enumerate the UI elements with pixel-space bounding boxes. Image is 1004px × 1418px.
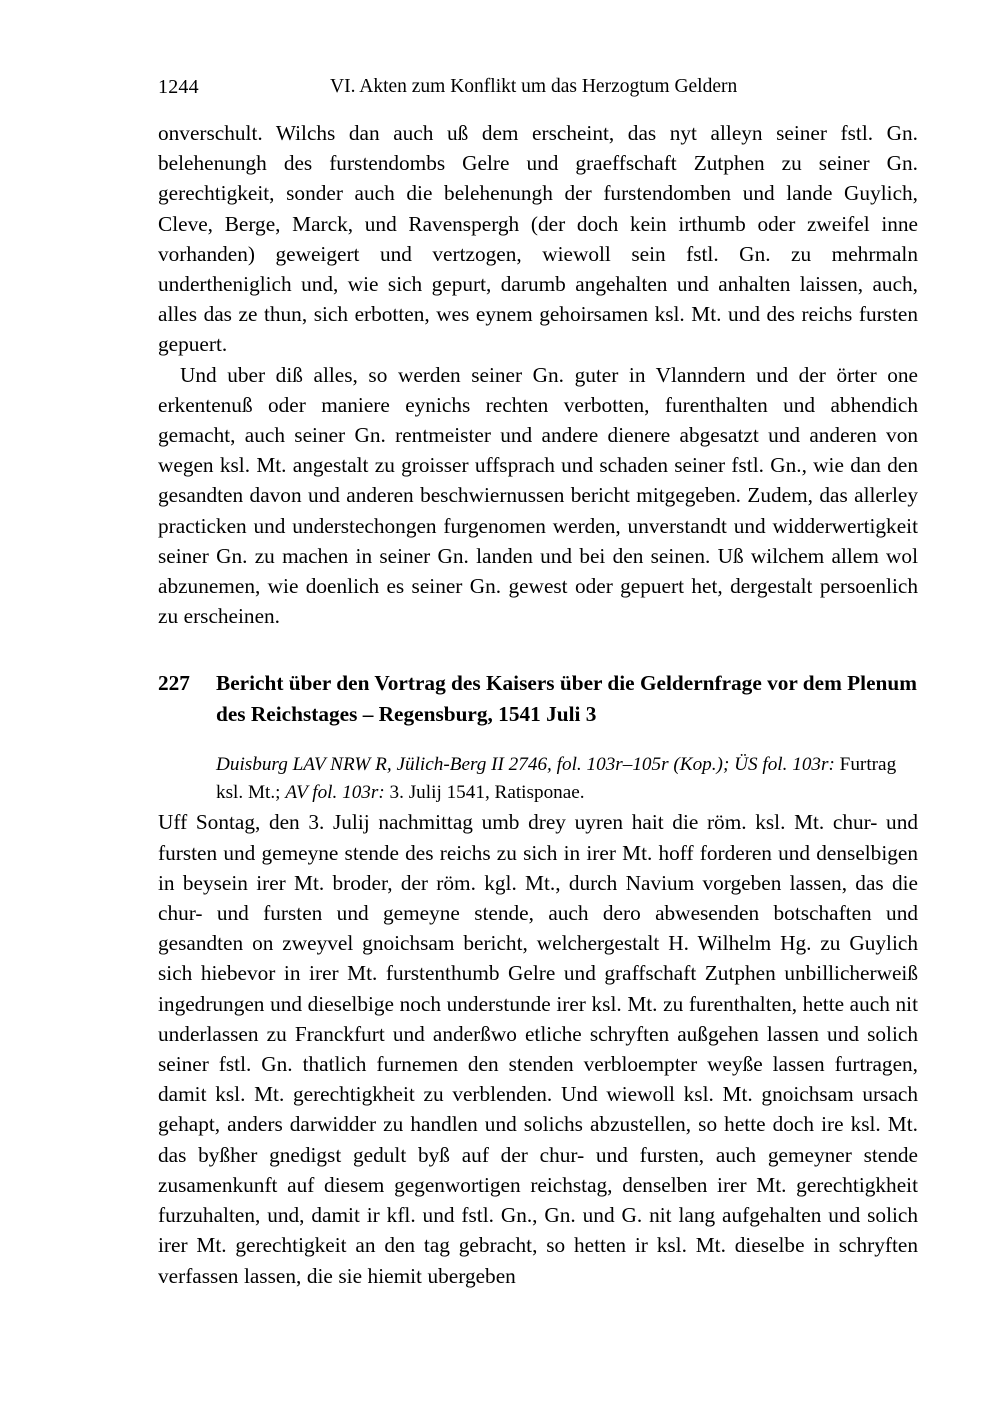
document-body-text: Uff Sontag, den 3. Julij nachmittag umb drey uyren hait die röm. ksl. Mt. chur- und fursten und gemeyne stende des reichs zu sich in irer Mt. hoff forderen und denselbigen in beysein irer Mt. broder, der röm. kgl. Mt., durch Navium vorgeben lassen, das die chur- und fursten und gemeyne stende, auch dero abwesenden botschaften und gesandten on zweyvel gnoichsam bericht, welchergestalt H. Wilhelm Hg. zu Guylich sich hiebevor in irer Mt. furstenthumb Gelre und graffschaft Zutphen unbillicherweiß ingedrungen und dieselbige noch understunde irer ksl. Mt. zu furenthalten, hette auch nit underlassen zu Franckfurt und anderßwo etliche schryften außgehen lassen und solich seiner fstl. Gn. thatlich furnemen den stenden verbloempter weyße lassen furtragen, damit ksl. Mt. gerechtigkheit zu verblenden. Und wiewoll ksl. Mt. gnoichsam ursach gehapt, anders darwidder zu handlen und solichs abzustellen, so hette doch ire ksl. Mt. das byßher gnedigst gedult byß auf der chur- und fursten, auch gemeyner stende zusamenkunft auf diesem gegenwortigen reichstag, denselben irer Mt. gerechtigkheit furzuhalten, und, damit ir kfl. und fstl. Gn., Gn. und G. nit lang aufgehalten und solich irer Mt. gerechtigkeit an den tag gebracht, so hetten ir ksl. Mt. dieselbe in schryften verfassen lassen, die sie hiemit ubergeben: [158, 810, 918, 1288]
document-number: 227: [158, 671, 190, 696]
running-title: VI. Akten zum Konflikt um das Herzogtum Geldern: [330, 76, 738, 97]
document-source-note: [216, 751, 918, 807]
source-plain-2: 3. Julij 1541, Ratisponae.: [384, 782, 585, 804]
paragraph-continuation: onverschult. Wilchs dan auch uß dem erscheint, das nyt alleyn seiner fstl. Gn. belehenungh des furstendombs Gelre und graeffschaft Zutphen zu seiner Gn. gerechtigkeit, sonder auch die belehenungh der furstendomben und lande Guylich, Cleve, Berge, Marck, und Ravenspergh (der doch kein irthumb oder zweifel inne vorhanden) geweigert und vertzogen, wiewoll sein fstl. Gn. zu mehrmaln undertheniglich und, wie sich gepurt, darumb angehalten und anhalten laissen, auch, alles das ze thun, sich erbotten, wes eynem gehoirsamen ksl. Mt. und des reichs fursten gepuert.: [158, 121, 918, 357]
document-title: Bericht über den Vortrag des Kaisers über die Geldernfrage vor dem Plenum des Reichstages – Regensburg, 1541 Juli 3: [216, 671, 917, 726]
paragraph-2: Und uber diß alles, so werden seiner Gn. guter in Vlanndern und der örter one erkentenuß oder maniere eynichs rechten verbotten, furenthalten und abhendich gemacht, auch seiner Gn. rentmeister und andere dienere abgesatzt und anderen von wegen ksl. Mt. angestalt zu groisser uffsprach und schaden seiner fstl. Gn., wie dan den gesandten davon und anderen beschwiernussen bericht mitgegeben. Zudem, das allerley practicken und understechongen furgenomen werden, unverstandt und widderwertigkeit seiner Gn. zu machen in seiner Gn. landen und bei den seinen. Uß wilchem allem wol abzunemen, wie doenlich es seiner Gn. gewest oder gepuert het, dergestalt persoenlich zu erscheinen.: [158, 362, 918, 629]
page-header: [158, 72, 858, 102]
page-number: 1244: [158, 76, 199, 98]
page-content: [158, 118, 918, 1291]
source-archive-reference: Duisburg LAV NRW R, Jülich-Berg II 2746, fol. 103r–105r (Kop.); ÜS fol. 103r:: [216, 754, 835, 776]
document-heading: [158, 668, 918, 729]
source-av-reference: AV fol. 103r:: [285, 782, 385, 804]
source-plain-1: Furtrag ksl. Mt.;: [216, 754, 897, 804]
